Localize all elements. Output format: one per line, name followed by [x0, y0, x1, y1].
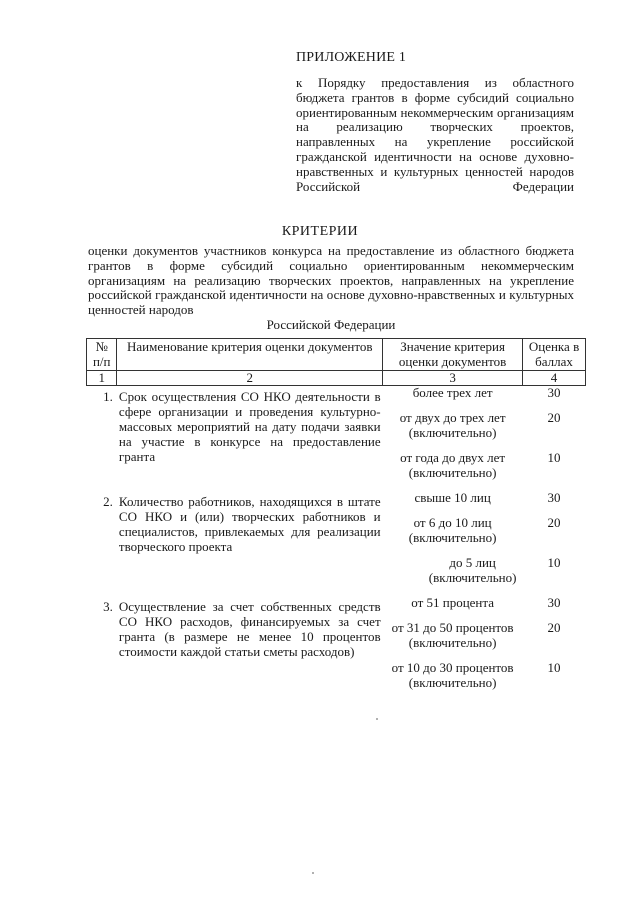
- column-number-row: [87, 370, 586, 386]
- criterion-points: [523, 386, 586, 492]
- criterion-values: [383, 491, 523, 596]
- column-number: 3: [383, 370, 523, 386]
- points-value: 30: [547, 490, 561, 506]
- criterion-name: Количество работников, находящихся в штате СО НКО и (или) творческих работников и специалистов, привлекаемых для реализации творческого проекта: [118, 494, 381, 554]
- points-value: 20: [547, 620, 561, 636]
- criterion-value: свыше 10 лиц: [414, 490, 491, 506]
- criterion-value: от 51 процента: [411, 595, 494, 611]
- header-name: Наименование критерия оценки документов: [117, 339, 383, 371]
- header-points: Оценка в баллах: [523, 339, 586, 371]
- row-number: 3.: [103, 599, 113, 615]
- criterion-points: [523, 596, 586, 701]
- criterion-name: Осуществление за счет собственных средств СО НКО расходов, финансируемых за счет гранта (в размере не менее 10 процентов стоимости каждой статьи сметы расходов): [118, 599, 381, 659]
- criterion-value: до 5 лиц (включительно): [428, 555, 517, 586]
- criterion-value: от 10 до 30 процентов (включительно): [391, 660, 514, 691]
- criterion-value: от года до двух лет (включительно): [400, 450, 506, 481]
- column-number: 1: [87, 370, 117, 386]
- points-value: 20: [547, 410, 561, 426]
- column-number: 2: [117, 370, 383, 386]
- row-number: 2.: [103, 494, 113, 510]
- criterion-value: от двух до трех лет (включительно): [399, 410, 506, 441]
- row-number: 1.: [103, 389, 113, 405]
- criteria-title: КРИТЕРИИ: [281, 224, 359, 239]
- criterion-values: [383, 596, 523, 701]
- criterion-value: более трех лет: [412, 385, 493, 401]
- annex-title: ПРИЛОЖЕНИЕ 1: [296, 50, 407, 65]
- scan-speck: [312, 872, 314, 874]
- table-row: [87, 386, 586, 492]
- scan-speck: [376, 718, 378, 720]
- criterion-value: от 6 до 10 лиц (включительно): [408, 515, 497, 546]
- column-number: 4: [523, 370, 586, 386]
- criteria-subtitle-main: оценки документов участников конкурса на предоставление из областного бюджета грантов в форме субсидий социально ориентированным некоммерческим организациям на реализацию творческих проектов, направленных на укрепление российской гражданской идентичности на основе духовно-нравственных и культурных ценностей народов: [88, 243, 574, 318]
- table-header-row: [87, 339, 586, 371]
- criteria-table: [86, 338, 586, 701]
- points-value: 10: [547, 660, 561, 676]
- criterion-points: [523, 491, 586, 596]
- table-row: [87, 596, 586, 701]
- points-value: 30: [547, 595, 561, 611]
- criterion-name: Срок осуществления СО НКО деятельности в сфере организации и проведения культурно-массовых мероприятий на дату подачи заявки на участие в конкурсе на предоставление гранта: [118, 389, 381, 464]
- points-value: 10: [547, 555, 561, 571]
- header-value: Значение критерия оценки документов: [383, 339, 523, 371]
- header-no: № п/п: [87, 339, 117, 371]
- table-row: [87, 491, 586, 596]
- points-value: 10: [547, 450, 561, 466]
- criteria-subtitle-last: Российской Федерации: [266, 316, 396, 332]
- annex-text: к Порядку предоставления из областного бюджета грантов в форме субсидий социально ориентированным некоммерческим организациям на реализацию творческих проектов, направленных на укрепление российской гражданской идентичности на основе духовно-нравственных и культурных ценностей народов Российской Федерации: [296, 75, 574, 194]
- points-value: 20: [547, 515, 561, 531]
- criterion-values: [383, 386, 523, 492]
- criterion-value: от 31 до 50 процентов (включительно): [391, 620, 514, 651]
- points-value: 30: [547, 385, 561, 401]
- criteria-subtitle: [88, 244, 574, 333]
